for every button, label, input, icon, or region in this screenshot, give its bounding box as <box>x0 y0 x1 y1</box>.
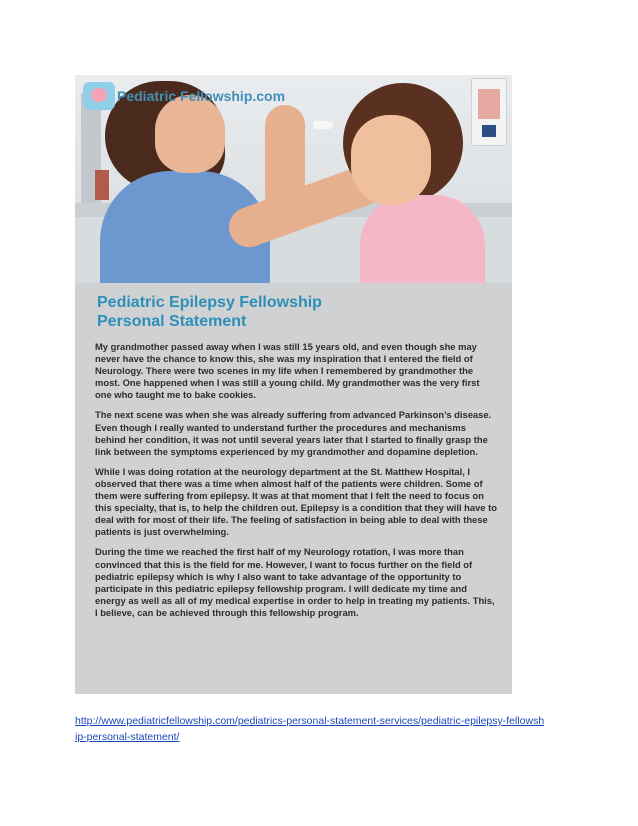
stork-logo-icon <box>83 82 115 110</box>
wall-dispenser-icon <box>471 78 507 146</box>
paragraph: During the time we reached the first half of my Neurology rotation, I was more than convinced that this is the field for me. However, I want to focus further on the field of pediatric epilepsy which is why I also want to take advantage of the opportunity to participate in this pediatric epilepsy fellowship program. I will dedicate my time and energy as well as all of my medical expertise in order to help in treating my patients. This, I believe, can be achieved through this fellowship program. <box>95 546 495 618</box>
paragraph: The next scene was when she was already suffering from advanced Parkinson’s disease. Even though I really wanted to understand further the procedures and mechanisms behind her condition, it was not until several years later that I started to finally grasp the link between the symptoms experienced by my grandmother and dopamine depletion. <box>95 409 492 457</box>
statement-body <box>95 341 497 627</box>
doctor-child-photo <box>75 75 512 283</box>
site-logo <box>83 81 285 111</box>
statement-heading <box>97 293 497 331</box>
heading-line-1: Pediatric Epilepsy Fellowship <box>97 294 322 311</box>
source-url-link[interactable]: http://www.pediatricfellowship.com/pediatrics-personal-statement-services/pediatric-epilepsy-fellowship-personal-statement/ <box>75 715 545 743</box>
infographic-image <box>75 75 512 694</box>
penlight-icon <box>313 121 333 129</box>
paragraph: While I was doing rotation at the neurology department at the St. Matthew Hospital, I observed that there was a time when almost half of the patients were children. Some of them were suffering from epilepsy. It was at that moment that I felt the need to focus on this specialty, that is, to help the children out. Epilepsy is a condition that they will have to deal with for most of their life. The feeling of satisfaction in being able to deal with these patients is just overwhelming. <box>95 465 497 538</box>
paragraph: My grandmother passed away when I was still 15 years old, and even though she may never have the chance to know this, she was my inspiration that I entered the field of Neurology. There were two scenes in my life when I remembered by grandmother the most. One happened when I was still a young child. My grandmother was the very first one who taught me to bake cookies. <box>95 341 480 401</box>
logo-text: Pediatric Fellowship.com <box>117 88 286 104</box>
heading-line-2: Personal Statement <box>97 313 247 330</box>
